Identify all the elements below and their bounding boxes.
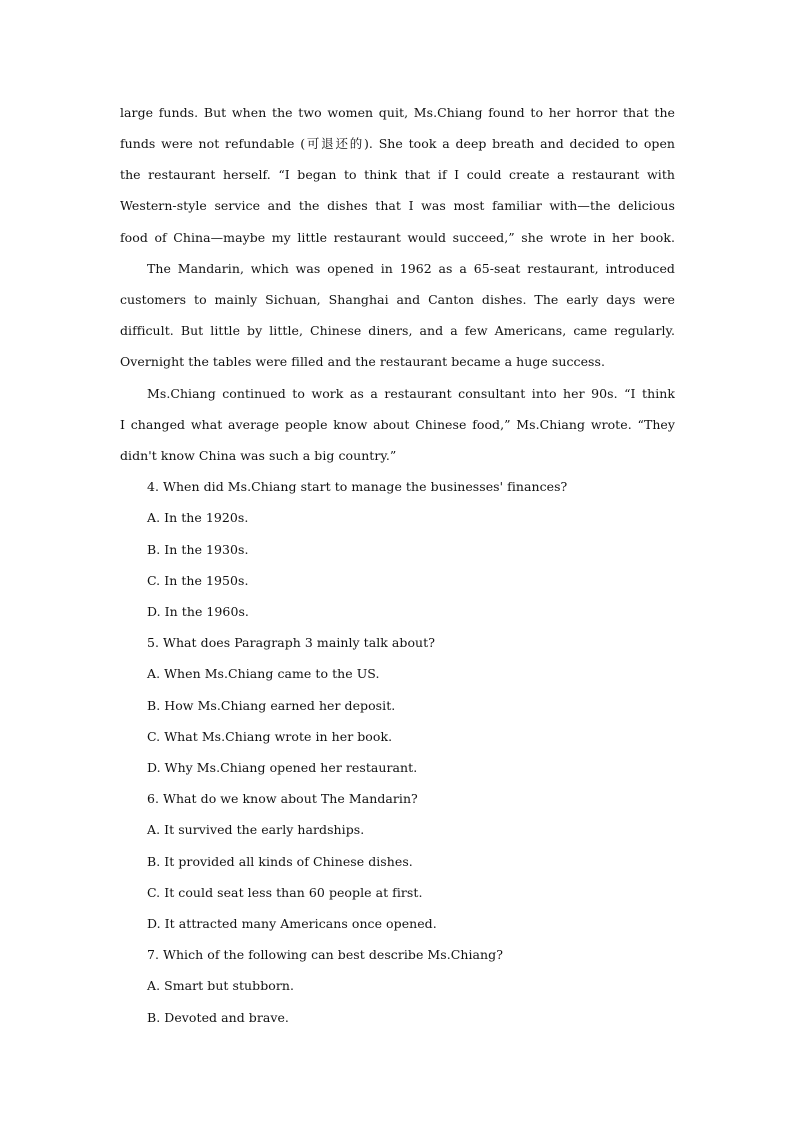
answer-option: B. It provided all kinds of Chinese dishes. [147, 854, 413, 869]
question-stem: 7. Which of the following can best describe Ms.Chiang? [147, 947, 503, 962]
answer-option: D. In the 1960s. [147, 604, 249, 619]
passage-line: the restaurant herself. “I began to think that if I could create a restaurant with [120, 167, 675, 182]
answer-option: A. When Ms.Chiang came to the US. [147, 666, 380, 681]
answer-option: A. It survived the early hardships. [147, 822, 365, 837]
answer-option: A. In the 1920s. [147, 510, 249, 525]
passage-line: food of China—maybe my little restaurant would succeed,” she wrote in her book. [120, 230, 675, 245]
passage-line: Overnight the tables were filled and the restaurant became a huge success. [120, 354, 605, 369]
passage-line: Ms.Chiang continued to work as a restaurant consultant into her 90s. “I think [147, 386, 675, 401]
passage-line: The Mandarin, which was opened in 1962 as a 65-seat restaurant, introduced [147, 261, 675, 276]
question-stem: 4. When did Ms.Chiang start to manage the businesses' finances? [147, 479, 568, 494]
passage-line: customers to mainly Sichuan, Shanghai and Canton dishes. The early days were [120, 292, 675, 307]
passage-line: funds were not refundable (可退还的). She took a deep breath and decided to open [120, 136, 675, 151]
answer-option: A. Smart but stubborn. [147, 978, 294, 993]
answer-option: B. In the 1930s. [147, 542, 249, 557]
question-stem: 5. What does Paragraph 3 mainly talk about? [147, 635, 435, 650]
passage-line: I changed what average people know about Chinese food,” Ms.Chiang wrote. “They [120, 417, 675, 432]
passage-line: difficult. But little by little, Chinese diners, and a few Americans, came regularly. [120, 323, 675, 338]
answer-option: D. Why Ms.Chiang opened her restaurant. [147, 760, 418, 775]
answer-option: B. Devoted and brave. [147, 1010, 289, 1025]
answer-option: C. In the 1950s. [147, 573, 249, 588]
passage-line: didn't know China was such a big country.” [120, 448, 397, 463]
answer-option: D. It attracted many Americans once opened. [147, 916, 437, 931]
question-stem: 6. What do we know about The Mandarin? [147, 791, 418, 806]
answer-option: B. How Ms.Chiang earned her deposit. [147, 698, 396, 713]
passage-line: Western-style service and the dishes that I was most familiar with—the delicious [120, 198, 675, 213]
answer-option: C. What Ms.Chiang wrote in her book. [147, 729, 393, 744]
answer-option: C. It could seat less than 60 people at first. [147, 885, 423, 900]
passage-line: large funds. But when the two women quit, Ms.Chiang found to her horror that the [120, 105, 675, 120]
